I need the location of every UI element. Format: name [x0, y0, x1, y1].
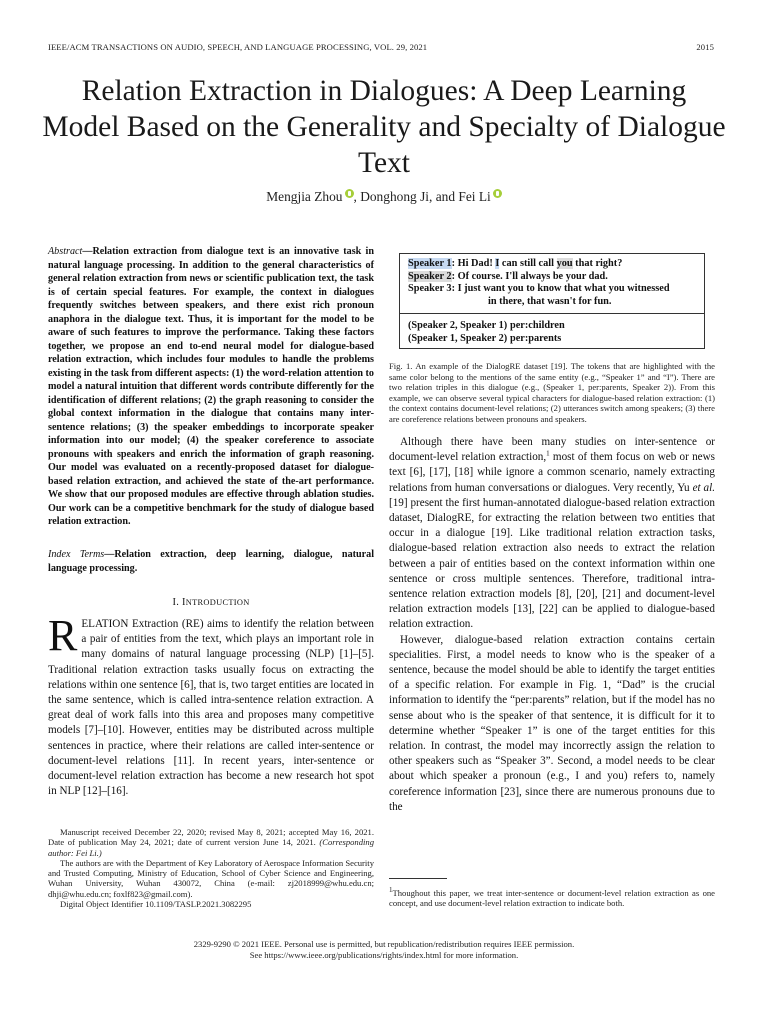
footnote-number: 1	[389, 886, 393, 895]
copyright-line: 2329-9290 © 2021 IEEE. Personal use is permitted, but republication/redistribution requires IEEE permission.	[193, 939, 575, 949]
orcid-icon[interactable]	[493, 189, 502, 198]
relation-triple	[408, 320, 565, 333]
triple-arguments: (Speaker 1, Speaker 2)	[408, 332, 508, 344]
section-heading-rest: NTRODUCTION	[185, 598, 250, 607]
figure-caption: Fig. 1. An example of the DialogRE dataset [19]. The tokens that are highlighted with the same color belong to the mentions of the same entity (e.g., “Speaker 1” and “I”). There are two relation triples in this dialogue (e.g., (Speaker 1, per:parents, Speaker 2)). From this example, we can observe several typical characters for dialogue-based relation extraction: (1) the context contains document-level relations; (2) utterances switch among speakers; (3) there are coreference relations between pronouns and speakers.	[389, 361, 715, 424]
et-al: et al.	[692, 481, 715, 494]
author-name: Fei Li	[458, 189, 491, 204]
footnote-marker[interactable]: 1	[546, 449, 550, 458]
paragraph-text: Although there have been many studies on inter-sentence or document-level relation extraction,	[389, 436, 715, 464]
affiliation-note: The authors are with the Department of Key Laboratory of Aerospace Information Security and Trusted Computing, Ministry of Education, School of Cyber Science and Engineering, Wuhan University, Wuhan 430072, China (e-mail: zj2018999@whu.edu.cn; dhji@whu.edu.cn; foxlf823@gmail.com).	[48, 857, 374, 899]
section-heading-numeral: I. I	[172, 597, 186, 608]
relation-triples	[408, 320, 565, 345]
utterance-speaker-3-continued: in there, that wasn't for fun.	[488, 295, 612, 307]
pronoun-i-mention: I	[495, 258, 500, 269]
body-paragraph: However, dialogue-based relation extraction contains certain specialities. First, a model needs to know who is the speaker of a sentence, because the model should be able to identify the target entities of a specific relation. For example in Fig. 1, “Dad” is the crucial information to identify the “per:parents” relation, but if the model has no sense about who is the speaker of that sentence, it is difficult for it to determine whether “Speaker 1” is one of the target entities for this relation. In contrast, the model may incorrectly assign the relation to other speakers such as “Speaker 3”. Second, a model needs to be clear about which speaker a pronoun (e.g., I and you) refers to, namely coreference information [23], since there are numerous pronouns due to the	[389, 633, 715, 813]
body-text-right	[389, 435, 715, 815]
dialogue-example	[408, 258, 698, 308]
drop-cap: R	[48, 611, 78, 660]
abstract	[48, 245, 374, 529]
manuscript-dates: Manuscript received December 22, 2020; revised May 8, 2021; accepted May 16, 2021. Date of publication May 24, 2021; date of current version June 14, 2021.	[48, 827, 374, 848]
abstract-text: —Relation extraction from dialogue text is an innovative task in natural language processing. In addition to the general characteristics of general relation extraction from news or scientific publication text, the task is of certain special features. For example, the context in dialogues frequently switches between speakers, and there exist rich pronoun anaphora in the dialogue text. Thus, it is important for the model to be aware of such features to improve the performance. Taking these factors together, we propose an end to-end neural model for dialogue-based relation extraction, which includes four modules to handle the problems existing in the task from different aspects: (1) the word-relation attention to model a natural intuition that different words contribute differently for the identification of different relations; (2) the graph reasoning to consider the global context information in the dialogue that contains many inter-sentence relations; (3) the speaker embeddings to incorporate speaker information into our model; (4) the speaker coreference to associate pronouns with speakers and enrich the information of graph reasoning. Our model was evaluated on a recently-proposed dataset for dialogue-based relation extraction, and achieved the state of the-art performance. We show that our proposed modules are effective through ablation studies. Our work can be a competitive benchmark for the study of dialogue based relation extraction.	[48, 246, 374, 527]
introduction-paragraph	[48, 611, 374, 799]
rights-link[interactable]: See https://www.ieee.org/publications/rights/index.html for more information.	[249, 950, 519, 960]
utterance-text: : Hi Dad!	[451, 258, 496, 269]
index-terms-label: Index Terms	[48, 549, 105, 560]
figure-1	[399, 253, 705, 349]
utterance-text: : Of course. I'll always be your dad.	[451, 270, 608, 282]
front-matter-footnotes	[48, 827, 374, 909]
manuscript-note	[48, 827, 374, 858]
introduction-text: ELATION Extraction (RE) aims to identify the relation between a pair of entities from the text, which plays an important role in many domains of natural language processing (NLP) [1]–[5]. Traditional relation extraction tasks usually focus on extracting the relations within one sentence [6], that is, two target entities are located in the same sentence, which is called intra-sentence relation extraction. A great deal of work falls into this area and proposes many competitive models [7]–[10]. However, entities may be distributed across multiple sentences in practice, where their relations are called inter-sentence or document-level relations [11]. In recent years, inter-sentence or document-level relation extraction has become a new research hot spot in NLP [12]–[16].	[48, 618, 374, 798]
utterance-text: can still call	[499, 258, 557, 269]
index-terms	[48, 548, 374, 575]
speaker-1-mention: Speaker 1	[408, 258, 452, 269]
copyright-notice	[0, 939, 768, 961]
journal-name: IEEE/ACM TRANSACTIONS ON AUDIO, SPEECH, AND LANGUAGE PROCESSING, VOL. 29, 2021	[48, 42, 428, 52]
triple-relation: per:children	[510, 320, 565, 331]
speaker-2-mention: Speaker 2	[408, 270, 452, 282]
body-paragraph	[389, 435, 715, 633]
footnote-text: Thoughout this paper, we treat inter-sentence or document-level relation extraction as one concept, and use document-level relation extraction to indicate both.	[389, 888, 715, 909]
orcid-icon[interactable]	[345, 189, 354, 198]
triple-relation: per:parents	[510, 332, 562, 344]
running-head	[48, 42, 714, 52]
doi-note: Digital Object Identifier 10.1109/TASLP.2021.3082295	[60, 899, 252, 910]
author-list	[0, 189, 768, 205]
utterance-speaker-2	[408, 271, 698, 284]
paper-title: Relation Extraction in Dialogues: A Deep Learning Model Based on the Generality and Specialty of Dialogue Text	[42, 75, 726, 179]
paragraph-text: most of them focus on web or news text [6], [17], [18] while ignore a common scenario, namely extracting relations from human conversations or dialogues. Very recently, Yu	[389, 451, 715, 494]
utterance-speaker-1	[408, 258, 698, 271]
abstract-label: Abstract	[48, 246, 83, 257]
utterance-text: that right?	[572, 258, 623, 269]
author-name: Mengjia Zhou	[266, 189, 343, 204]
index-terms-text: —Relation extraction, deep learning, dialogue, natural language processing.	[48, 549, 375, 574]
footnote-divider	[389, 878, 447, 879]
figure-divider	[400, 313, 704, 314]
corresponding-author: (Corresponding author: Fei Li.)	[48, 837, 374, 858]
page-number: 2015	[696, 42, 714, 52]
utterance-speaker-3: Speaker 3: I just want you to know that what you witnessed	[408, 283, 670, 295]
triple-arguments: (Speaker 2, Speaker 1)	[408, 320, 508, 331]
footnote	[389, 888, 715, 909]
section-heading	[48, 597, 374, 608]
paragraph-text: [19] present the first human-annotated dialogue-based relation extraction dataset, DialogRE, for extracting the relation between two entities that occur in a dialogue [19]. Like traditional relation extraction tasks, dialogue-based relation extraction also needs to extract the relation between a pair of entities based on the context information within one sentence or cross multiple sentences. Therefore, traditional intra-sentence relation extraction models [8], [20], [21] and document-level relation extraction models [13], [22] can be applied to dialogue-based relation extraction.	[389, 496, 715, 631]
pronoun-you-mention: you	[556, 258, 573, 269]
relation-triple	[408, 333, 565, 346]
author-separator: , Donghong Ji, and	[353, 189, 459, 204]
